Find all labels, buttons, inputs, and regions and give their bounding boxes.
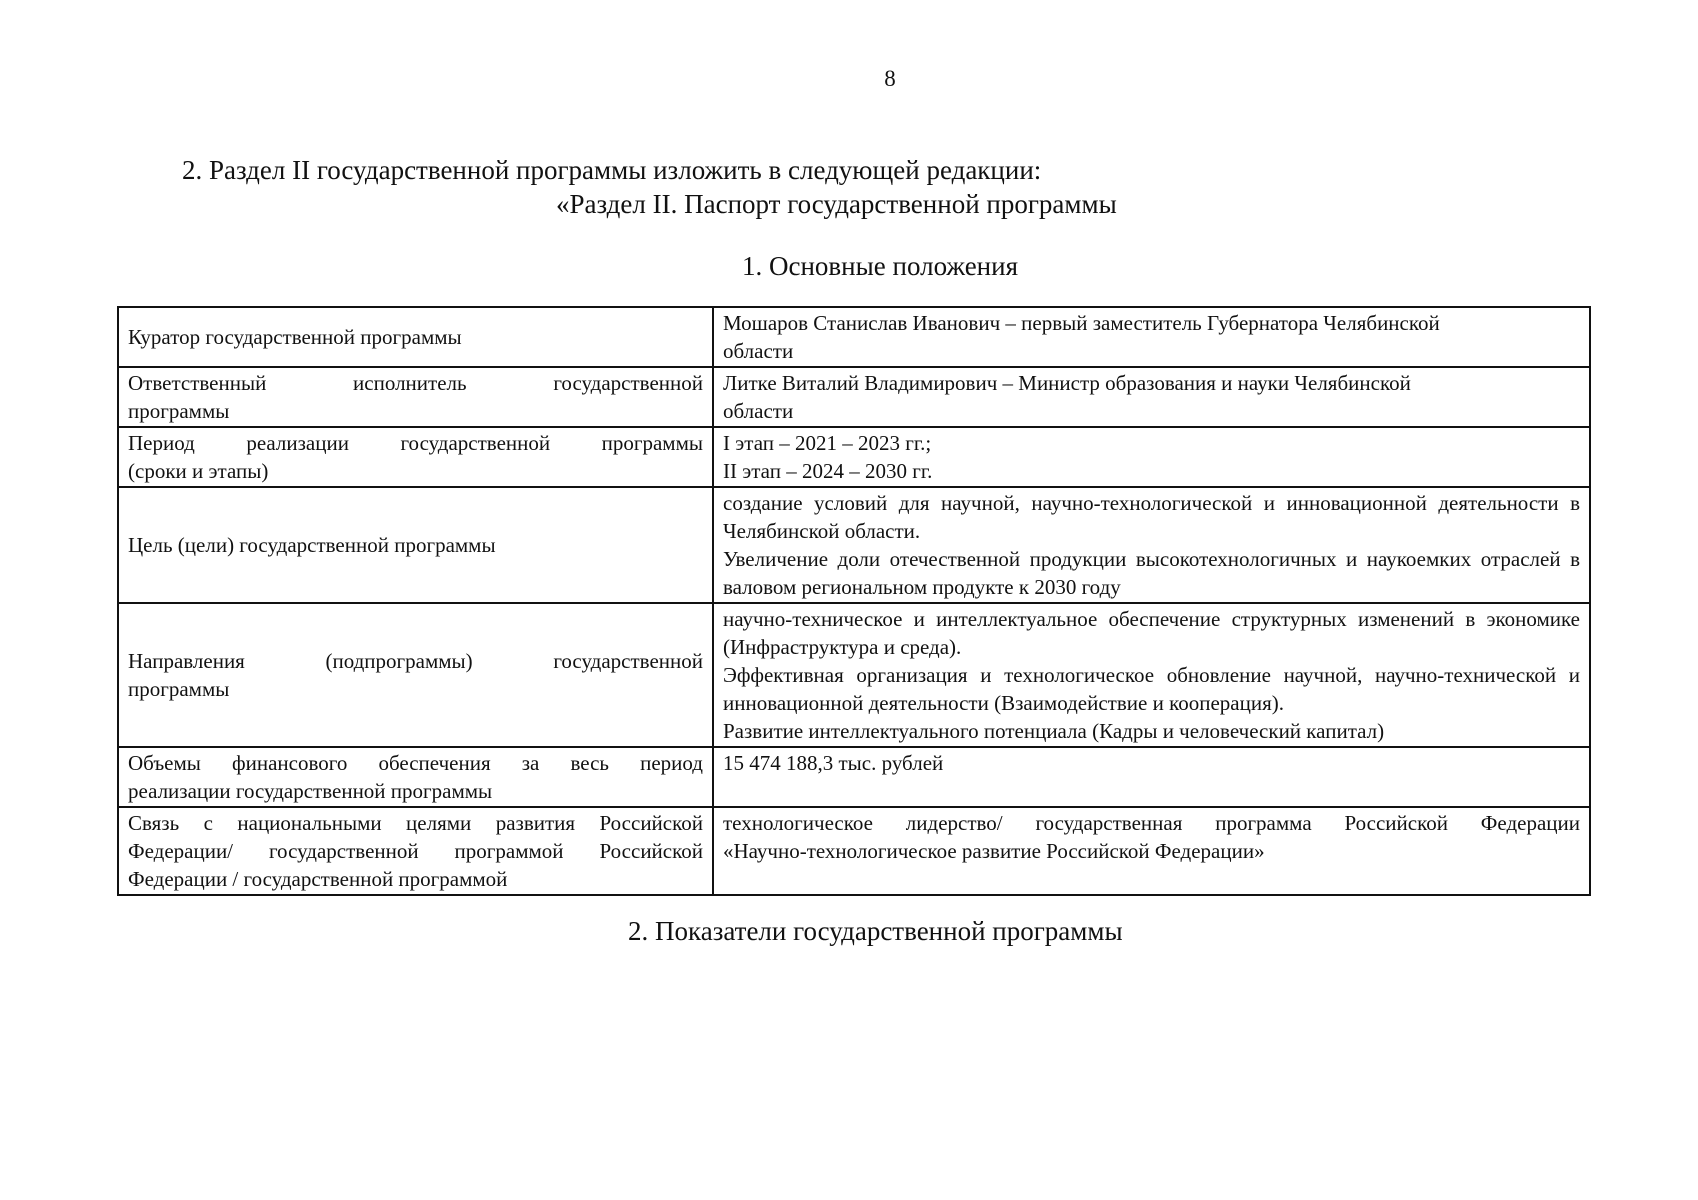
label-line: программы <box>128 399 230 423</box>
label-line: Объемы финансового обеспечения за весь период <box>128 751 703 775</box>
row-label <box>118 747 713 807</box>
label-line: (сроки и этапы) <box>128 459 269 483</box>
table-row <box>118 487 1590 603</box>
value-line: области <box>723 339 794 363</box>
value-line: II этап – 2024 – 2030 гг. <box>723 459 933 483</box>
value-line: I этап – 2021 – 2023 гг.; <box>723 431 932 455</box>
table-row <box>118 807 1590 895</box>
table-row <box>118 747 1590 807</box>
label-line: программы <box>128 677 230 701</box>
row-value <box>713 807 1590 895</box>
value-paragraph: Развитие интеллектуального потенциала (Кадры и человеческий капитал) <box>723 719 1385 743</box>
label-line: Период реализации государственной программы <box>128 431 703 455</box>
value-text: 15 474 188,3 тыс. рублей <box>723 751 944 775</box>
table-row <box>118 367 1590 427</box>
row-label <box>118 367 713 427</box>
value-paragraph: Эффективная организация и технологическое обновление научной, научно-технической и инновационной деятельности (Взаимодействие и кооперация). <box>723 663 1580 715</box>
value-line: Мошаров Станислав Иванович – первый заместитель Губернатора Челябинской <box>723 311 1440 335</box>
value-line: Литке Виталий Владимирович – Министр образования и науки Челябинской <box>723 371 1411 395</box>
row-value <box>713 367 1590 427</box>
row-label <box>118 603 713 747</box>
label-line: Федерации / государственной программой <box>128 867 508 891</box>
row-label <box>118 307 713 367</box>
row-value <box>713 747 1590 807</box>
label-text: Цель (цели) государственной программы <box>128 533 496 557</box>
label-line: Ответственный исполнитель государственной <box>128 371 703 395</box>
row-label <box>118 807 713 895</box>
subsection-heading-main-provisions: 1. Основные положения <box>742 251 1018 281</box>
row-value <box>713 603 1590 747</box>
label-text: Куратор государственной программы <box>128 325 462 349</box>
subsection-heading-indicators: 2. Показатели государственной программы <box>628 916 1123 946</box>
page-number: 8 <box>884 66 896 91</box>
row-value <box>713 307 1590 367</box>
value-paragraph: научно-техническое и интеллектуальное обеспечение структурных изменений в экономике (Инфраструктура и среда). <box>723 607 1580 659</box>
row-value <box>713 487 1590 603</box>
row-label <box>118 487 713 603</box>
row-label <box>118 427 713 487</box>
table-row <box>118 427 1590 487</box>
table-row <box>118 603 1590 747</box>
label-line: Направления (подпрограммы) государственной <box>128 649 703 673</box>
label-line: реализации государственной программы <box>128 779 493 803</box>
row-value <box>713 427 1590 487</box>
value-line: «Научно-технологическое развитие Российской Федерации» <box>723 839 1265 863</box>
value-paragraph: создание условий для научной, научно-технологической и инновационной деятельности в Челябинской области. <box>723 491 1580 543</box>
amendment-intro: 2. Раздел II государственной программы изложить в следующей редакции: <box>182 155 1042 185</box>
table-row <box>118 307 1590 367</box>
value-line: области <box>723 399 794 423</box>
label-line: Связь с национальными целями развития Российской <box>128 811 703 835</box>
section-heading: «Раздел II. Паспорт государственной программы <box>556 189 1117 219</box>
value-paragraph: Увеличение доли отечественной продукции высокотехнологичных и наукоемких отраслей в валовом региональном продукте к 2030 году <box>723 547 1580 599</box>
value-line: технологическое лидерство/ государственная программа Российской Федерации <box>723 811 1580 835</box>
program-passport-table <box>117 306 1591 896</box>
label-line: Федерации/ государственной программой Российской <box>128 839 703 863</box>
